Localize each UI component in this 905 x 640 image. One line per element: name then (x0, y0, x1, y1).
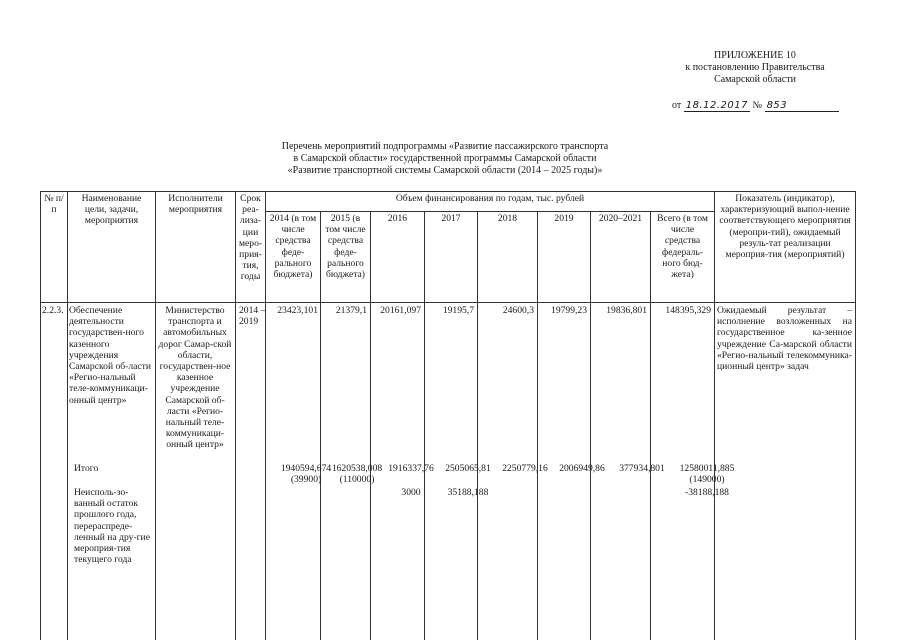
appendix-line: Самарской области (714, 74, 796, 85)
row-value-2015: 21379,1 (335, 305, 367, 316)
appendix-line: к постановлению Правительства (685, 62, 825, 73)
appendix-header (660, 50, 850, 86)
document-title (230, 141, 660, 177)
header-year-2015: 2015 (в том числе средства феде-рального бюджета) (321, 212, 371, 303)
row-indicator: Ожидаемый результат – исполнение возложенных на государственное ка-зенное учреждение Са-марской области «Регио-нальный телекоммуника-ционный центр» задач (717, 305, 852, 373)
header-total: Всего (в том числе средства федераль-ного бюд-жета) (651, 212, 715, 303)
title-line: Перечень мероприятий подпрограммы «Развитие пассажирского транспорта (281, 141, 609, 152)
header-year-2014: 2014 (в том числе средства феде-рального бюджета) (266, 212, 321, 303)
itogo-value-2018: 2250779,16 (502, 463, 548, 474)
residual-value-total: -38188,188 (685, 487, 729, 498)
row-value-2016: 20161,097 (380, 305, 421, 316)
itogo-value-2016: 1916337,76 (388, 463, 434, 474)
itogo-value-2017: 2505065,81 (445, 463, 491, 474)
residual-label: Неисполь-зо-ванный остаток прошлого года, перераспреде-ленный на дру-гие мероприя-тия текущего года (74, 487, 150, 566)
number-label: № (752, 100, 763, 111)
header-indicator: Показатель (индикатор), характеризующий выпол-нение соответствующего мероприятия (меропри-тий), ожидаемый резуль-тат реализации мероприя-тия (мероприятий) (715, 192, 856, 303)
header-year-2020-2021: 2020–2021 (591, 212, 651, 303)
handwritten-date: 18.12.2017 (685, 100, 749, 111)
from-label: от (672, 100, 682, 111)
itogo-value-total (674, 463, 740, 485)
appendix-title: ПРИЛОЖЕНИЕ 10 (714, 50, 796, 61)
itogo-2014-amount: 1940594,674 (280, 463, 332, 474)
header-term: Срок реа-лиза-ции меро-прия-тия, годы (236, 192, 266, 303)
row-term: 2014 – 2019 (239, 305, 266, 328)
title-line: в Самарской области» государственной программы Самарской области (293, 153, 597, 164)
header-year-2019: 2019 (538, 212, 591, 303)
header-year-2016: 2016 (371, 212, 425, 303)
header-year-2017: 2017 (425, 212, 478, 303)
header-name: Наименование цели, задачи, мероприятия (68, 192, 156, 303)
row-value-total: 148395,329 (665, 305, 711, 316)
header-funding: Объем финансирования по годам, тыс. рублей (266, 192, 715, 212)
itogo-2015-federal: (110000) (339, 474, 375, 486)
residual-value-2017: 35188,188 (447, 487, 489, 498)
resolution-date-line (672, 100, 839, 112)
itogo-2014-federal: (39900) (290, 474, 322, 486)
measures-table (40, 191, 856, 303)
row-value-2019: 19799,23 (551, 305, 587, 316)
itogo-value-2019: 2006949,86 (559, 463, 605, 474)
row-value-2017: 19195,7 (442, 305, 474, 316)
row-value-2018: 24600,3 (502, 305, 534, 316)
handwritten-number: 853 (765, 100, 839, 112)
header-year-2018: 2018 (478, 212, 538, 303)
itogo-value-2015 (330, 463, 384, 485)
header-num: № п/п (41, 192, 68, 303)
itogo-value-2014 (278, 463, 334, 485)
row-value-2020-2021: 19836,801 (606, 305, 647, 316)
row-value-2014: 23423,101 (277, 305, 318, 316)
title-line: «Развитие транспортной системы Самарской области (2014 – 2025 годы)» (287, 165, 603, 176)
itogo-total-amount: 12580011,885 (679, 463, 735, 474)
row-name: Обеспечение деятельности государствен-ного казенного учреждения Самарской об-ласти «Регио-нальный теле-коммуникаци-онный центр» (69, 305, 151, 406)
header-executors: Исполнители мероприятия (156, 192, 236, 303)
residual-value-2016: 3000 (401, 487, 421, 498)
itogo-label: Итого (74, 463, 99, 474)
itogo-value-2020-2021: 377934,801 (619, 463, 665, 474)
itogo-total-federal: (149000) (689, 474, 725, 486)
row-executors: Министерство транспорта и автомобильных дорог Самар-ской области, государствен-ное казенное учреждение Самарской об-ласти «Регио-нальный теле-коммуникаци-онный центр» (158, 305, 232, 451)
itogo-2015-amount: 1620538,008 (331, 463, 383, 474)
row-num: 2.2.3. (42, 305, 64, 316)
